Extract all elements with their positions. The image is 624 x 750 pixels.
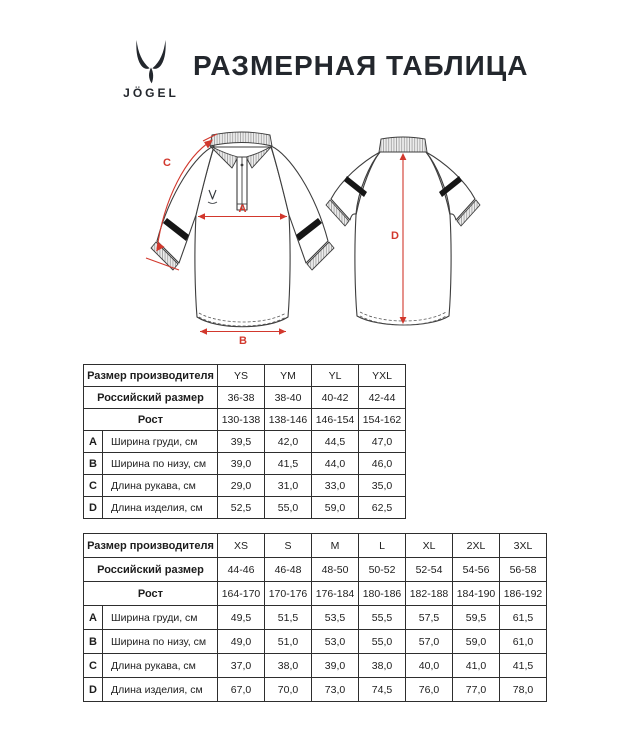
table-row: [84, 582, 547, 606]
measure-value: 44,5: [312, 431, 359, 453]
measure-value: 41,5: [265, 453, 312, 475]
measure-value: 52,5: [218, 497, 265, 519]
manufacturer-size-label: Размер производителя: [84, 534, 218, 558]
height-label: Рост: [84, 582, 218, 606]
measure-value: 38,0: [265, 654, 312, 678]
russian-size-value: 54-56: [453, 558, 500, 582]
measure-value: 38,0: [359, 654, 406, 678]
measure-letter: B: [84, 630, 103, 654]
front-collar-band: [210, 132, 272, 146]
back-collar: [379, 137, 427, 152]
table-row: [84, 630, 547, 654]
measure-label-b: B: [239, 335, 247, 347]
table-row: [84, 606, 547, 630]
height-value: 164-170: [218, 582, 265, 606]
measure-value: 77,0: [453, 678, 500, 702]
height-value: 182-188: [406, 582, 453, 606]
measure-value: 55,0: [359, 630, 406, 654]
manufacturer-size-value: YM: [265, 365, 312, 387]
measure-description: Длина рукава, см: [103, 654, 218, 678]
measure-arrowhead: [279, 328, 286, 335]
measure-value: 55,0: [265, 497, 312, 519]
height-value: 180-186: [359, 582, 406, 606]
measure-value: 59,0: [453, 630, 500, 654]
measure-value: 61,5: [500, 606, 547, 630]
measure-value: 37,0: [218, 654, 265, 678]
measure-value: 39,0: [218, 453, 265, 475]
measure-value: 67,0: [218, 678, 265, 702]
table-row: [84, 475, 406, 497]
manufacturer-size-value: XS: [218, 534, 265, 558]
height-value: 130-138: [218, 409, 265, 431]
height-value: 186-192: [500, 582, 547, 606]
measure-value: 40,0: [406, 654, 453, 678]
measure-letter: C: [84, 475, 103, 497]
height-value: 138-146: [265, 409, 312, 431]
height-value: 170-176: [265, 582, 312, 606]
russian-size-label: Российский размер: [84, 558, 218, 582]
measure-value: 62,5: [359, 497, 406, 519]
measure-value: 59,5: [453, 606, 500, 630]
table-row: [84, 678, 547, 702]
size-table-adult: [83, 533, 547, 702]
russian-size-value: 48-50: [312, 558, 359, 582]
brand-logo-icon: [129, 40, 173, 84]
table-row: [84, 558, 547, 582]
measure-label-c: C: [163, 157, 171, 169]
manufacturer-size-value: YXL: [359, 365, 406, 387]
russian-size-value: 42-44: [359, 387, 406, 409]
measure-value: 61,0: [500, 630, 547, 654]
manufacturer-size-label: Размер производителя: [84, 365, 218, 387]
russian-size-value: 40-42: [312, 387, 359, 409]
measure-value: 31,0: [265, 475, 312, 497]
measure-letter: A: [84, 431, 103, 453]
measure-letter: D: [84, 678, 103, 702]
measure-letter: D: [84, 497, 103, 519]
measure-value: 46,0: [359, 453, 406, 475]
measure-value: 51,5: [265, 606, 312, 630]
measure-letter: C: [84, 654, 103, 678]
measure-value: 44,0: [312, 453, 359, 475]
measure-description: Ширина по низу, см: [103, 630, 218, 654]
measure-description: Ширина груди, см: [103, 606, 218, 630]
measure-value: 53,0: [312, 630, 359, 654]
table-row: [84, 654, 547, 678]
measure-value: 73,0: [312, 678, 359, 702]
polo-back-diagram: [322, 118, 487, 343]
measure-value: 49,0: [218, 630, 265, 654]
measure-value: 39,0: [312, 654, 359, 678]
russian-size-value: 56-58: [500, 558, 547, 582]
measure-value: 41,0: [453, 654, 500, 678]
russian-size-value: 46-48: [265, 558, 312, 582]
height-label: Рост: [84, 409, 218, 431]
height-value: 146-154: [312, 409, 359, 431]
measure-arrowhead: [200, 328, 207, 335]
table-row: [84, 365, 406, 387]
measure-value: 53,5: [312, 606, 359, 630]
measure-label-a: A: [238, 203, 247, 215]
measure-label-d: D: [391, 230, 399, 242]
measure-letter: B: [84, 453, 103, 475]
manufacturer-size-value: YS: [218, 365, 265, 387]
measure-value: 47,0: [359, 431, 406, 453]
page-title: РАЗМЕРНАЯ ТАБЛИЦА: [193, 50, 529, 81]
table-row: [84, 431, 406, 453]
polo-front-diagram: [140, 118, 336, 350]
manufacturer-size-value: XL: [406, 534, 453, 558]
manufacturer-size-value: 3XL: [500, 534, 547, 558]
height-value: 154-162: [359, 409, 406, 431]
measure-value: 29,0: [218, 475, 265, 497]
measure-letter: A: [84, 606, 103, 630]
measure-description: Длина изделия, см: [103, 497, 218, 519]
measure-description: Длина изделия, см: [103, 678, 218, 702]
measure-value: 57,0: [406, 630, 453, 654]
table-row: [84, 497, 406, 519]
height-value: 176-184: [312, 582, 359, 606]
measure-value: 59,0: [312, 497, 359, 519]
size-table-youth: [83, 364, 406, 519]
table-row: [84, 453, 406, 475]
russian-size-value: 50-52: [359, 558, 406, 582]
table-row: [84, 534, 547, 558]
russian-size-value: 38-40: [265, 387, 312, 409]
manufacturer-size-value: YL: [312, 365, 359, 387]
russian-size-value: 44-46: [218, 558, 265, 582]
russian-size-value: 52-54: [406, 558, 453, 582]
measure-value: 35,0: [359, 475, 406, 497]
measure-value: 39,5: [218, 431, 265, 453]
manufacturer-size-value: M: [312, 534, 359, 558]
brand-logo-text: JÖGEL: [123, 86, 179, 100]
measure-value: 41,5: [500, 654, 547, 678]
measure-value: 33,0: [312, 475, 359, 497]
table-row: [84, 387, 406, 409]
height-value: 184-190: [453, 582, 500, 606]
measure-value: 78,0: [500, 678, 547, 702]
manufacturer-size-value: S: [265, 534, 312, 558]
measure-description: Длина рукава, см: [103, 475, 218, 497]
measure-description: Ширина груди, см: [103, 431, 218, 453]
measure-value: 49,5: [218, 606, 265, 630]
measure-value: 51,0: [265, 630, 312, 654]
measure-value: 55,5: [359, 606, 406, 630]
table-row: [84, 409, 406, 431]
brand-logo: [118, 40, 184, 100]
russian-size-label: Российский размер: [84, 387, 218, 409]
measure-value: 42,0: [265, 431, 312, 453]
measure-value: 74,5: [359, 678, 406, 702]
russian-size-value: 36-38: [218, 387, 265, 409]
measure-value: 76,0: [406, 678, 453, 702]
measure-value: 57,5: [406, 606, 453, 630]
manufacturer-size-value: L: [359, 534, 406, 558]
manufacturer-size-value: 2XL: [453, 534, 500, 558]
measure-value: 70,0: [265, 678, 312, 702]
measure-description: Ширина по низу, см: [103, 453, 218, 475]
front-button: [241, 164, 244, 167]
